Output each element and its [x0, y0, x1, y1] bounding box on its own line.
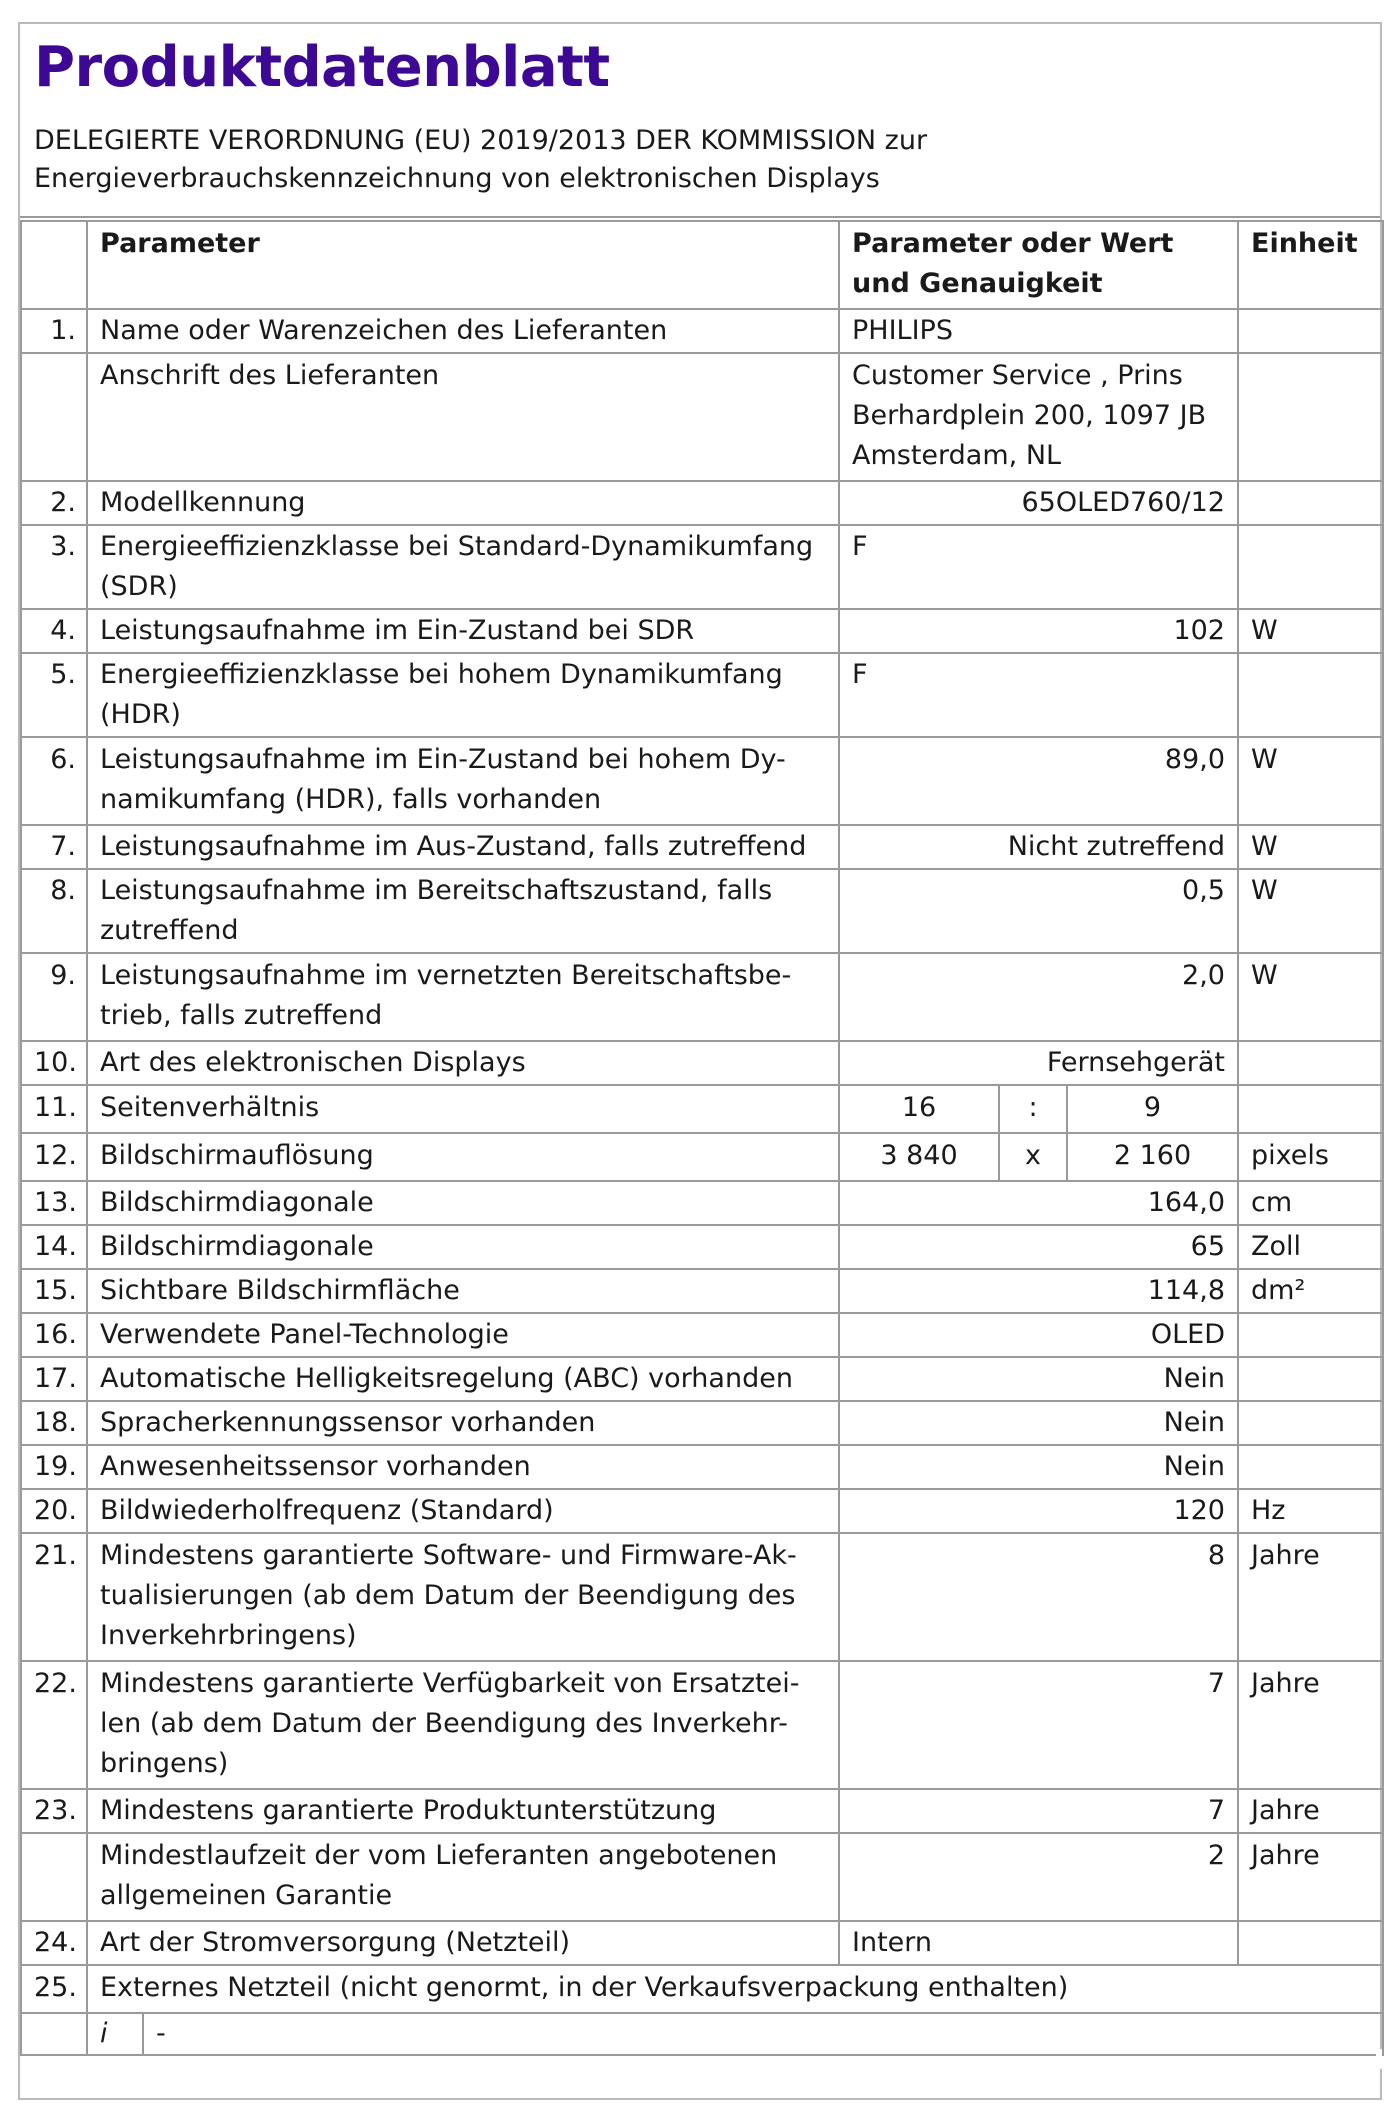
row-parameter: Bildschirmdiagonale — [87, 1181, 839, 1225]
subrow-wrap — [88, 2014, 1238, 2054]
row-number: 24. — [21, 1921, 87, 1965]
row-value: Nein — [839, 1445, 1238, 1489]
header-parameter: Parameter — [87, 221, 839, 309]
row-number: 15. — [21, 1269, 87, 1313]
row-value: 65 — [839, 1225, 1238, 1269]
row-number: 20. — [21, 1489, 87, 1533]
row-parameter: Leistungsaufnahme im vernetzten Bereitschaftsbe-trieb, falls zutreffend — [87, 953, 839, 1041]
row-number: 2. — [21, 481, 87, 525]
table-row — [21, 1133, 1383, 1181]
table-row — [21, 1921, 1383, 1965]
row-parameter: Bildwiederholfrequenz (Standard) — [87, 1489, 839, 1533]
row-number — [21, 1833, 87, 1921]
table-row — [21, 1225, 1383, 1269]
row-value: Nein — [839, 1357, 1238, 1401]
row-value: 65OLED760/12 — [839, 481, 1238, 525]
row-parameter: Anschrift des Lieferanten — [87, 353, 839, 481]
row-number: 1. — [21, 309, 87, 353]
row-value-separator: : — [999, 1085, 1067, 1133]
row-number: 4. — [21, 609, 87, 653]
table-row — [21, 825, 1383, 869]
row-value: Intern — [839, 1921, 1238, 1965]
row-number: 18. — [21, 1401, 87, 1445]
row-value: 2 — [839, 1833, 1238, 1921]
subrow-label: i — [88, 2014, 144, 2054]
row-value-b: 2 160 — [1067, 1133, 1238, 1181]
table-row — [21, 653, 1383, 737]
row-number: 21. — [21, 1533, 87, 1661]
row-parameter: Externes Netzteil (nicht genormt, in der Verkaufsverpackung enthalten) — [87, 1965, 1238, 2013]
row-unit: dm² — [1238, 1269, 1383, 1313]
table-row — [21, 1313, 1383, 1357]
table-row — [21, 737, 1383, 825]
row-unit: W — [1238, 737, 1383, 825]
table-row — [21, 1833, 1383, 1921]
row-number: 3. — [21, 525, 87, 609]
row-unit: W — [1238, 953, 1383, 1041]
row-value: Fernsehgerät — [839, 1041, 1238, 1085]
header-unit: Einheit — [1238, 221, 1383, 309]
row-parameter: Leistungsaufnahme im Ein-Zustand bei hohem Dy-namikumfang (HDR), falls vorhanden — [87, 737, 839, 825]
row-number: 25. — [21, 1965, 87, 2013]
row-value-b: 9 — [1067, 1085, 1238, 1133]
row-unit: Jahre — [1238, 1533, 1383, 1661]
row-parameter: Bildschirmdiagonale — [87, 1225, 839, 1269]
row-number: 6. — [21, 737, 87, 825]
row-unit — [1238, 525, 1383, 609]
row-value: 2,0 — [839, 953, 1238, 1041]
row-number: 14. — [21, 1225, 87, 1269]
row-value: Nicht zutreffend — [839, 825, 1238, 869]
table-row — [21, 481, 1383, 525]
row-parameter: Energieeffizienzklasse bei Standard-Dynamikumfang (SDR) — [87, 525, 839, 609]
row-unit: Hz — [1238, 1489, 1383, 1533]
row-parameter: Mindestens garantierte Produktunterstützung — [87, 1789, 839, 1833]
table-row — [21, 953, 1383, 1041]
row-unit: Jahre — [1238, 1789, 1383, 1833]
row-parameter: Spracherkennungssensor vorhanden — [87, 1401, 839, 1445]
row-unit — [1238, 1401, 1383, 1445]
row-unit — [1238, 653, 1383, 737]
row-unit — [1238, 1357, 1383, 1401]
table-row — [21, 1965, 1383, 2013]
row-value: 8 — [839, 1533, 1238, 1661]
row-unit — [1238, 353, 1383, 481]
row-unit: cm — [1238, 1181, 1383, 1225]
row-value: 164,0 — [839, 1181, 1238, 1225]
row-unit — [1238, 1085, 1383, 1133]
row-parameter: Art der Stromversorgung (Netzteil) — [87, 1921, 839, 1965]
subrow-value: - — [156, 2018, 166, 2049]
table-row — [21, 1357, 1383, 1401]
row-parameter: Seitenverhältnis — [87, 1085, 839, 1133]
table-body — [21, 221, 1383, 2055]
table-row — [21, 1533, 1383, 1661]
row-value: 114,8 — [839, 1269, 1238, 1313]
row-number: 10. — [21, 1041, 87, 1085]
row-parameter: Leistungsaufnahme im Aus-Zustand, falls zutreffend — [87, 825, 839, 869]
row-parameter: Mindestens garantierte Software- und Firmware-Ak-tualisierungen (ab dem Datum der Beendigung des Inverkehrbringens) — [87, 1533, 839, 1661]
header-number-cell — [21, 221, 87, 309]
subtitle-line-2: Energieverbrauchskennzeichnung von elektronischen Displays — [34, 163, 880, 194]
subrow-unit-empty — [1238, 2013, 1383, 2055]
table-row — [21, 1181, 1383, 1225]
table-row — [21, 353, 1383, 481]
row-unit: Jahre — [1238, 1661, 1383, 1789]
table-row — [21, 525, 1383, 609]
row-number: 11. — [21, 1085, 87, 1133]
subtitle-line-1: DELEGIERTE VERORDNUNG (EU) 2019/2013 DER KOMMISSION zur — [34, 125, 928, 156]
row-number: 22. — [21, 1661, 87, 1789]
row-number — [21, 353, 87, 481]
table-row — [21, 309, 1383, 353]
header-value: Parameter oder Wert und Genauigkeit — [839, 221, 1238, 309]
product-data-sheet — [18, 22, 1382, 2100]
row-number: 19. — [21, 1445, 87, 1489]
row-unit: pixels — [1238, 1133, 1383, 1181]
table-header-row — [21, 221, 1383, 309]
row-unit: W — [1238, 609, 1383, 653]
row-parameter: Bildschirmauflösung — [87, 1133, 839, 1181]
row-value: Customer Service , Prins Berhardplein 200, 1097 JB Amsterdam, NL — [839, 353, 1238, 481]
row-value: F — [839, 525, 1238, 609]
row-number: 17. — [21, 1357, 87, 1401]
page-title: Produktdatenblatt — [34, 35, 610, 100]
row-parameter: Modellkennung — [87, 481, 839, 525]
row-value-a: 3 840 — [839, 1133, 999, 1181]
row-unit — [1238, 481, 1383, 525]
table-row — [21, 869, 1383, 953]
row-number: 8. — [21, 869, 87, 953]
row-unit — [1238, 309, 1383, 353]
table-row — [21, 1269, 1383, 1313]
row-number: 7. — [21, 825, 87, 869]
row-unit — [1238, 1445, 1383, 1489]
row-unit: Zoll — [1238, 1225, 1383, 1269]
row-unit: W — [1238, 869, 1383, 953]
regulation-subtitle — [34, 122, 1354, 198]
row-parameter: Leistungsaufnahme im Bereitschaftszustand, falls zutreffend — [87, 869, 839, 953]
row-parameter: Mindestlaufzeit der vom Lieferanten angebotenen allgemeinen Garantie — [87, 1833, 839, 1921]
row-parameter: Verwendete Panel-Technologie — [87, 1313, 839, 1357]
row-unit: Jahre — [1238, 1833, 1383, 1921]
row-value: F — [839, 653, 1238, 737]
row-unit — [1238, 1041, 1383, 1085]
table-row — [21, 1661, 1383, 1789]
table-subrow — [21, 2013, 1383, 2055]
table-row — [21, 1041, 1383, 1085]
row-value: OLED — [839, 1313, 1238, 1357]
table-row — [21, 1401, 1383, 1445]
row-value: Nein — [839, 1401, 1238, 1445]
row-number: 5. — [21, 653, 87, 737]
subrow-content — [87, 2013, 1238, 2055]
row-parameter: Automatische Helligkeitsregelung (ABC) vorhanden — [87, 1357, 839, 1401]
row-value: 120 — [839, 1489, 1238, 1533]
row-value: PHILIPS — [839, 309, 1238, 353]
subrow-number-empty — [21, 2013, 87, 2055]
row-value: 7 — [839, 1789, 1238, 1833]
row-value-a: 16 — [839, 1085, 999, 1133]
table-row — [21, 1085, 1383, 1133]
row-unit: W — [1238, 825, 1383, 869]
page-edge — [1376, 2049, 1382, 2069]
row-parameter: Anwesenheitssensor vorhanden — [87, 1445, 839, 1489]
row-value: 0,5 — [839, 869, 1238, 953]
row-value: 89,0 — [839, 737, 1238, 825]
row-parameter: Mindestens garantierte Verfügbarkeit von Ersatztei-len (ab dem Datum der Beendigung des Inverkehr-bringens) — [87, 1661, 839, 1789]
table-row — [21, 1489, 1383, 1533]
row-number: 16. — [21, 1313, 87, 1357]
row-parameter: Sichtbare Bildschirmfläche — [87, 1269, 839, 1313]
row-number: 23. — [21, 1789, 87, 1833]
row-parameter: Leistungsaufnahme im Ein-Zustand bei SDR — [87, 609, 839, 653]
title-divider — [20, 216, 1380, 218]
row-unit — [1238, 1921, 1383, 1965]
table-row — [21, 1445, 1383, 1489]
row-value: 102 — [839, 609, 1238, 653]
row-unit-empty — [1238, 1965, 1383, 2013]
row-value-separator: x — [999, 1133, 1067, 1181]
row-parameter: Art des elektronischen Displays — [87, 1041, 839, 1085]
data-table — [20, 220, 1384, 2056]
table-row — [21, 609, 1383, 653]
row-parameter: Name oder Warenzeichen des Lieferanten — [87, 309, 839, 353]
row-value: 7 — [839, 1661, 1238, 1789]
row-unit — [1238, 1313, 1383, 1357]
row-number: 12. — [21, 1133, 87, 1181]
row-number: 13. — [21, 1181, 87, 1225]
table-row — [21, 1789, 1383, 1833]
row-number: 9. — [21, 953, 87, 1041]
row-parameter: Energieeffizienzklasse bei hohem Dynamikumfang (HDR) — [87, 653, 839, 737]
